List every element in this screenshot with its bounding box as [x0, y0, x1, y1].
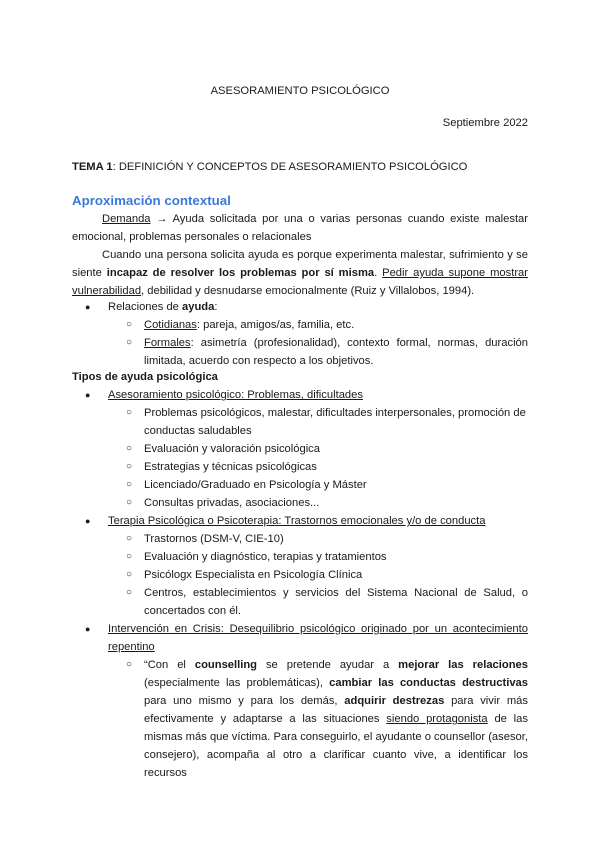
list-item [72, 620, 528, 656]
demanda-term: Demanda [102, 213, 151, 225]
quote-bold: adquirir destrezas [344, 695, 445, 707]
list-item: ○ Consultas privadas, asociaciones... [72, 494, 528, 512]
demanda-text: → Ayuda solicitada por una o varias personas cuando existe malestar emocional, problemas personales o relacionales [72, 213, 528, 243]
ayuda-paragraph [72, 246, 528, 300]
quote-bold: counselling [194, 659, 258, 671]
list-item: ○ Problemas psicológicos, malestar, dificultades interpersonales, promoción de conductas saludables [72, 404, 528, 440]
ayuda-text-a: Cuando una persona solicita ayuda es porque experimenta malestar, sufrimiento y se siente [72, 249, 528, 279]
tema-label: TEMA 1 [72, 161, 113, 173]
list-item: ○ Trastornos (DSM-V, CIE-10) [72, 530, 528, 548]
list-item [72, 334, 528, 370]
list-item: ○ Licenciado/Graduado en Psicología y Máster [72, 476, 528, 494]
tema-heading [72, 158, 528, 176]
document-date: Septiembre 2022 [442, 117, 528, 129]
quote-text: se pretende ayudar a [257, 659, 399, 671]
relaciones-bold: ayuda [182, 301, 215, 313]
cotidianas-text: : pareja, amigos/as, familia, etc. [196, 319, 355, 331]
list-item [72, 316, 528, 334]
quote-item [72, 656, 528, 782]
tema-text: : DEFINICIÓN Y CONCEPTOS DE ASESORAMIENTO PSICOLÓGICO [112, 161, 468, 173]
quote-underline: siendo protagonista [386, 713, 488, 725]
section-heading: Aproximación contextual [72, 193, 231, 208]
document-title: ASESORAMIENTO PSICOLÓGICO [210, 85, 390, 97]
list-item: ○ Centros, establecimientos y servicios del Sistema Nacional de Salud, o concertados con él. [72, 584, 528, 620]
quote-text: “Con el [144, 659, 195, 671]
relaciones-colon: : [214, 301, 218, 313]
quote-bold: cambiar las conductas destructivas [329, 677, 528, 689]
list-item: ○ Evaluación y valoración psicológica [72, 440, 528, 458]
formales-text: : asimetría (profesionalidad), contexto formal, normas, duración limitada, acuerdo con respecto a los objetivos. [144, 337, 528, 367]
relaciones-list [72, 298, 528, 370]
list-item: ○ Evaluación y diagnóstico, terapias y tratamientos [72, 548, 528, 566]
tipos-heading [72, 368, 528, 386]
formales-term: Formales [144, 337, 191, 349]
crisis-title: Intervención en Crisis: Desequilibrio psicológico originado por un acontecimiento repentino [108, 623, 528, 653]
relaciones-label: Relaciones de [108, 301, 183, 313]
list-item: ○ Estrategias y técnicas psicológicas [72, 458, 528, 476]
quote-text: para uno mismo y para los demás, [144, 695, 345, 707]
list-item [72, 512, 528, 530]
tipos-list [72, 386, 528, 782]
terapia-title: Terapia Psicológica o Psicoterapia: Trastornos emocionales y/o de conducta [108, 515, 486, 527]
quote-text: de las mismas más que víctima. Para conseguirlo, el ayudante o counsellor (asesor, consejero), acompaña al otro a clarificar cuanto vive, a identificar los recursos [144, 713, 528, 779]
ayuda-text-b: . [374, 267, 383, 279]
cotidianas-term: Cotidianas [144, 319, 197, 331]
demanda-paragraph [72, 210, 528, 246]
quote-text: (especialmente las problemáticas), [144, 677, 330, 689]
ayuda-underline: Pedir ayuda supone mostrar vulnerabilidad [72, 267, 528, 297]
tipos-heading-text: Tipos de ayuda psicológica [72, 371, 218, 383]
asesoramiento-title: Asesoramiento psicológico: Problemas, dificultades [108, 389, 363, 401]
list-item [72, 386, 528, 404]
ayuda-bold: incapaz de resolver los problemas por sí misma [106, 267, 375, 279]
quote-text: para vivir más efectivamente y adaptarse a las situaciones [144, 695, 528, 725]
list-item: ○ Psicólogx Especialista en Psicología Clínica [72, 566, 528, 584]
quote-bold: mejorar las relaciones [398, 659, 528, 671]
list-item [72, 298, 528, 316]
ayuda-text-c: , debilidad y desnudarse emocionalmente (Ruiz y Villalobos, 1994). [141, 285, 475, 297]
